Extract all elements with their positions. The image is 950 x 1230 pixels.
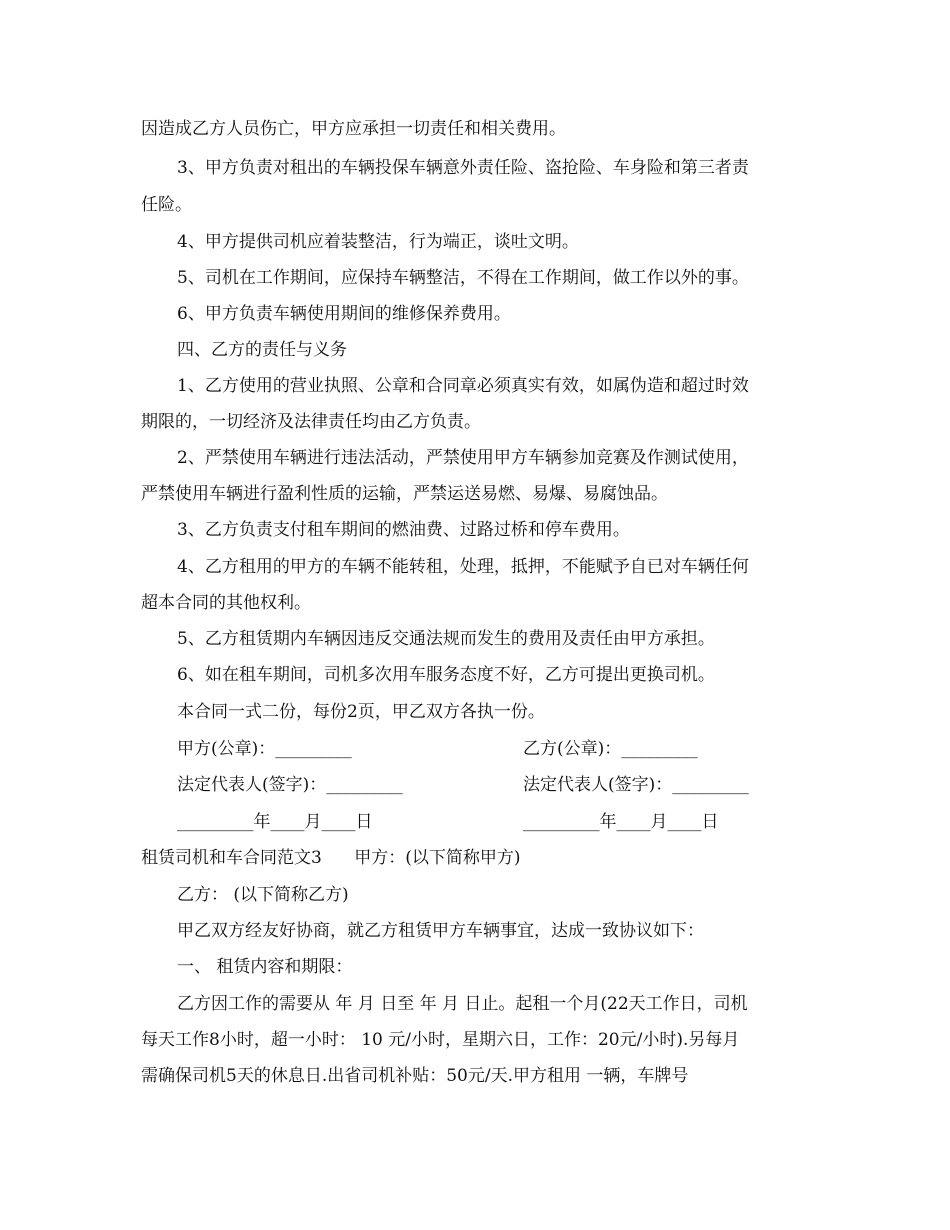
- intro-line: 甲乙双方经友好协商，就乙方租赁甲方车辆事宜，达成一致协议如下：: [177, 921, 704, 941]
- party-b-date: _________年____月____日: [523, 812, 719, 832]
- party-b-representative: 法定代表人(签字)：_________: [523, 775, 749, 795]
- paragraph-line: 期限的，一切经济及法律责任均由乙方负责。: [141, 412, 481, 432]
- party-b-line: 乙方： (以下简称乙方): [177, 885, 349, 905]
- paragraph-line: 任险。: [141, 195, 192, 215]
- section-heading: 一、 租赁内容和期限：: [177, 957, 353, 977]
- party-a-representative: 法定代表人(签字)：_________: [177, 775, 403, 795]
- party-a-seal: 甲方(公章)：_________: [177, 739, 352, 759]
- paragraph-line: 3、甲方负责对租出的车辆投保车辆意外责任险、盗抢险、车身险和第三者责: [177, 158, 749, 178]
- paragraph-line: 需确保司机5天的休息日.出省司机补贴：50元/天.甲方租用 一辆，车牌号: [141, 1066, 689, 1086]
- paragraph-line: 6、甲方负责车辆使用期间的维修保养费用。: [177, 304, 511, 324]
- paragraph-line: 1、乙方使用的营业执照、公章和合同章必须真实有效，如属伪造和超过时效: [177, 376, 749, 396]
- paragraph-line: 4、甲方提供司机应着装整洁，行为端正，谈吐文明。: [177, 232, 579, 252]
- paragraph-line: 本合同一式二份，每份2页，甲乙双方各执一份。: [177, 702, 545, 722]
- paragraph-line: 因造成乙方人员伤亡，甲方应承担一切责任和相关费用。: [141, 119, 566, 139]
- paragraph-line: 6、如在租车期间，司机多次用车服务态度不好，乙方可提出更换司机。: [177, 665, 715, 685]
- paragraph-line: 5、乙方租赁期内车辆因违反交通法规而发生的费用及责任由甲方承担。: [177, 629, 715, 649]
- paragraph-line: 4、乙方租用的甲方的车辆不能转租，处理，抵押，不能赋予自已对车辆任何: [177, 557, 749, 577]
- paragraph-line: 每天工作8小时，超一小时： 10 元/小时，星期六日，工作：20元/小时).另每月: [141, 1030, 740, 1050]
- paragraph-line: 5、司机在工作期间，应保持车辆整洁，不得在工作期间，做工作以外的事。: [177, 268, 749, 288]
- contract-title-line: 租赁司机和车合同范文3 甲方：(以下简称甲方): [141, 848, 521, 868]
- party-a-date: _________年____月____日: [177, 812, 373, 832]
- paragraph-line: 严禁使用车辆进行盈利性质的运输，严禁运送易燃、易爆、易腐蚀品。: [141, 484, 668, 504]
- paragraph-line: 超本合同的其他权利。: [141, 593, 311, 613]
- paragraph-line: 3、乙方负责支付租车期间的燃油费、过路过桥和停车费用。: [177, 520, 630, 540]
- section-heading: 四、乙方的责任与义务: [177, 340, 347, 360]
- paragraph-line: 乙方因工作的需要从 年 月 日至 年 月 日止。起租一个月(22天工作日，司机: [177, 994, 748, 1014]
- paragraph-line: 2、严禁使用车辆进行违法活动，严禁使用甲方车辆参加竞赛及作测试使用，: [177, 448, 749, 468]
- party-b-seal: 乙方(公章)：_________: [523, 739, 698, 759]
